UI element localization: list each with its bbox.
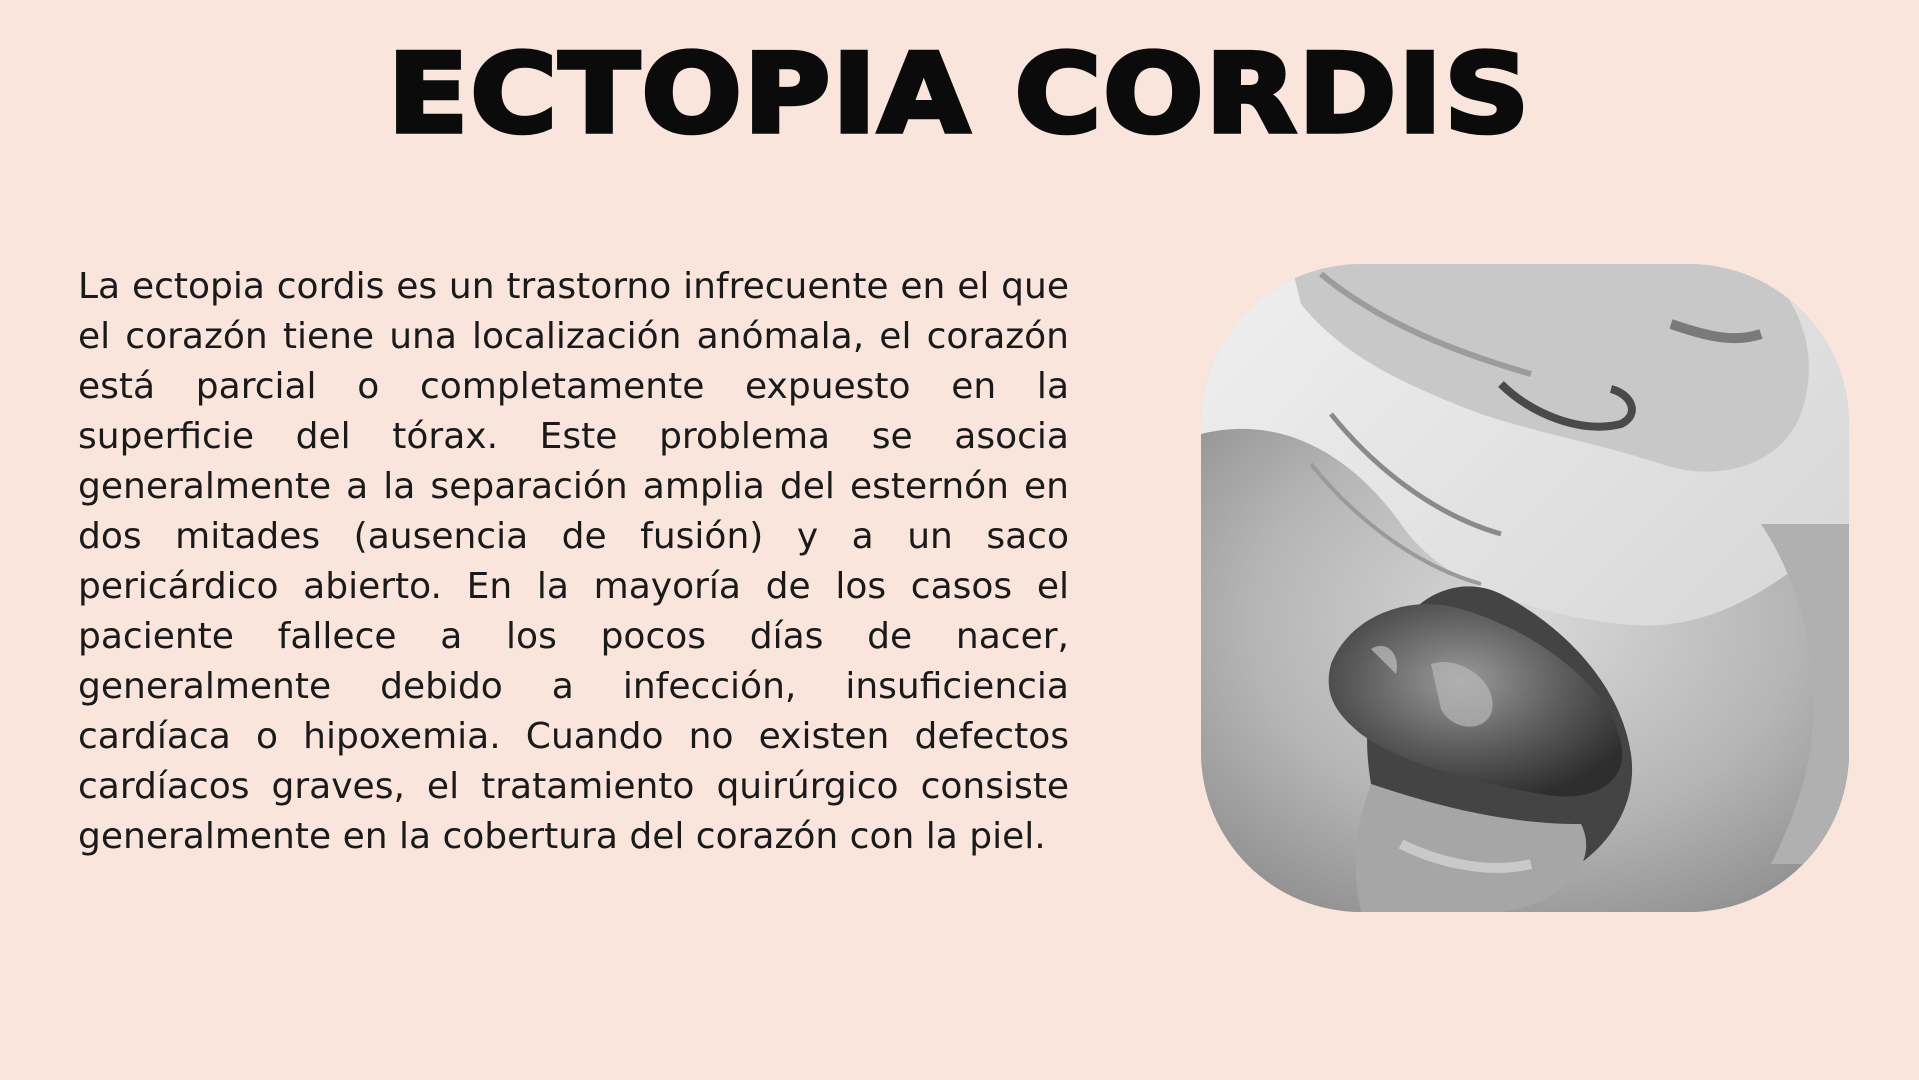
medical-photo-illustration [1201,264,1849,912]
slide-title: ECTOPIA CORDIS [387,30,1532,158]
medical-photo [1201,264,1849,912]
description-paragraph: La ectopia cordis es un trastorno infrecuente en el que el corazón tiene una localización anómala, el corazón está parcial o completamente expuesto en la superficie del tórax. Este problema se asocia generalmente a la separación amplia del esternón en dos mitades (ausencia de fusión) y a un saco pericárdico abierto. En la mayoría de los casos el paciente fallece a los pocos días de nacer, generalmente debido a infección, insuficiencia cardíaca o hipoxemia. Cuando no existen defectos cardíacos graves, el tratamiento quirúrgico consiste generalmente en la cobertura del corazón con la piel. [78,266,1069,857]
